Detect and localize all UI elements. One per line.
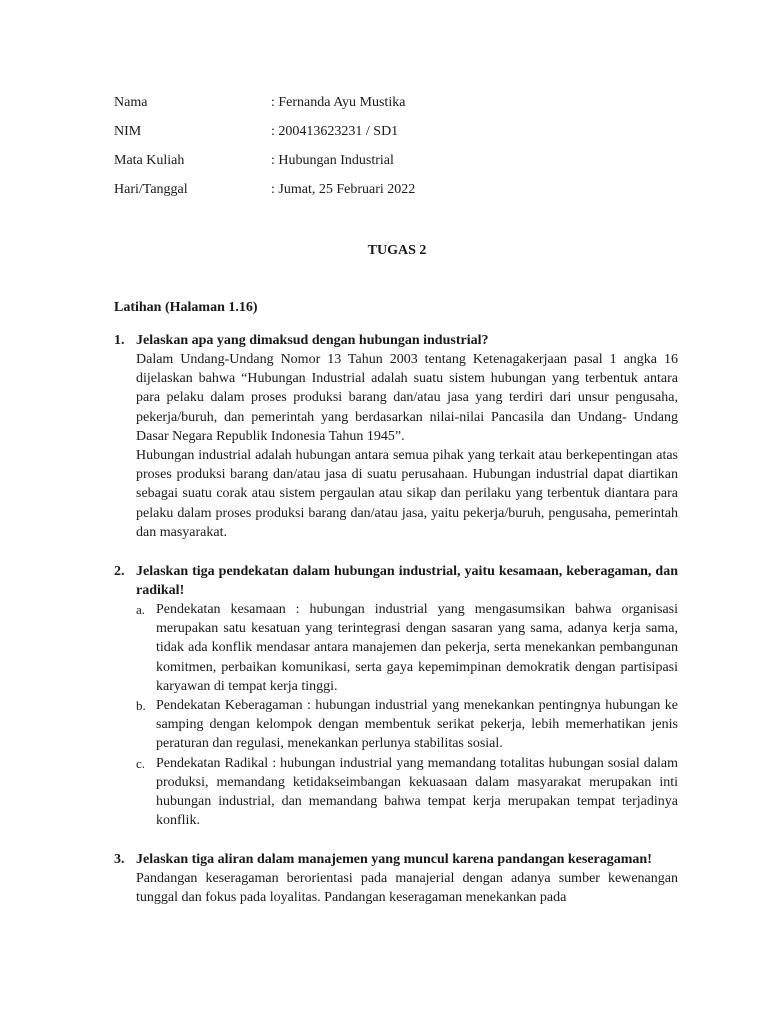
info-row-date — [114, 179, 415, 208]
info-label: NIM — [114, 124, 142, 139]
item-text: Pendekatan kesamaan : hubungan industrial yang mengasumsikan bahwa organisasi merupakan satu kesatuan yang terintegrasi dengan sasaran yang sama, adanya kerja sama, tidak ada konflik mendasar antara manajemen dan pekerja, serta menekankan pembangunan komitmen, perbaikan komunikasi, serta gaya kepemimpinan demokratik dengan partisipasi karyawan di tempat kerja tinggi. — [156, 602, 678, 694]
info-value: : Jumat, 25 Februari 2022 — [271, 182, 416, 197]
question-3 — [114, 850, 678, 907]
question-text: Jelaskan apa yang dimaksud dengan hubungan industrial? — [136, 333, 489, 348]
item-letter: c. — [136, 755, 146, 771]
section-heading: Latihan (Halaman 1.16) — [114, 300, 258, 315]
info-value: : Fernanda Ayu Mustika — [271, 95, 406, 110]
question-heading — [114, 331, 678, 350]
item-letter: a. — [136, 602, 146, 617]
question-number: 3. — [114, 852, 125, 867]
question-heading — [114, 850, 678, 869]
question-1 — [114, 331, 678, 542]
document-title: TUGAS 2 — [367, 243, 427, 258]
info-value: : Hubungan Industrial — [271, 153, 394, 168]
answer-paragraph: Dalam Undang-Undang Nomor 13 Tahun 2003 tentang Ketenagakerjaan pasal 1 angka 16 dijelaskan bahwa “Hubungan Industrial adalah suatu sistem hubungan yang terbentuk antara para pelaku dalam proses produksi barang dan/atau jasa yang terdiri dari unsur pengusaha, pekerja/buruh, dan pemerintah yang berdasarkan nilai-nilai Pancasila dan Undang- Undang Dasar Negara Republik Indonesia Tahun 1945”. — [136, 352, 678, 444]
question-2 — [114, 562, 678, 830]
answer-paragraph: Pandangan keseragaman berorientasi pada manajerial dengan adanya sumber kewenangan tunggal dan fokus pada loyalitas. Pandangan keseragaman menekankan pada — [136, 871, 678, 906]
question-text: Jelaskan tiga pendekatan dalam hubungan industrial, yaitu kesamaan, keberagaman, dan radikal! — [136, 564, 678, 598]
question-text: Jelaskan tiga aliran dalam manajemen yang muncul karena pandangan keseragaman! — [136, 852, 652, 867]
info-row-nim — [114, 121, 415, 150]
info-label: Nama — [114, 95, 148, 110]
answer-paragraph: Hubungan industrial adalah hubungan antara semua pihak yang terkait atau berkepentingan atas proses produksi barang dan/atau jasa di suatu perusahaan. Hubungan industrial dapat diartikan sebagai suatu corak atau sistem pergaulan atau sikap dan perilaku yang terbentuk diantara para pelaku dalam proses produksi barang dan/atau jasa, yaitu pekerja/buruh, pengusaha, pemerintah dan masyarakat. — [136, 448, 678, 540]
item-text: Pendekatan Keberagaman : hubungan industrial yang menekankan pentingnya hubungan ke samping dengan kelompok dengan membentuk serikat pekerja, lebih memerhatikan jenis peraturan dan regulasi, menekankan perlunya stabilitas sosial. — [156, 698, 678, 752]
question-heading — [114, 562, 678, 600]
answer-item — [136, 754, 678, 831]
info-value: : 200413623231 / SD1 — [271, 124, 399, 139]
item-letter: b. — [136, 698, 146, 714]
student-info — [114, 92, 415, 208]
info-row-course — [114, 150, 415, 179]
info-label: Mata Kuliah — [114, 153, 185, 168]
question-number: 1. — [114, 333, 125, 348]
answer-item — [136, 696, 678, 754]
item-text: Pendekatan Radikal : hubungan industrial yang memandang totalitas hubungan sosial dalam produksi, memandang ketidakseimbangan kekuasaan dalam masyarakat merupakan inti hubungan industrial, dan memandang bahwa tempat kerja merupakan tempat terjadinya konflik. — [156, 755, 678, 829]
question-number: 2. — [114, 564, 125, 579]
info-row-name — [114, 92, 415, 121]
answer-item — [136, 600, 678, 696]
info-label: Hari/Tanggal — [114, 182, 188, 197]
